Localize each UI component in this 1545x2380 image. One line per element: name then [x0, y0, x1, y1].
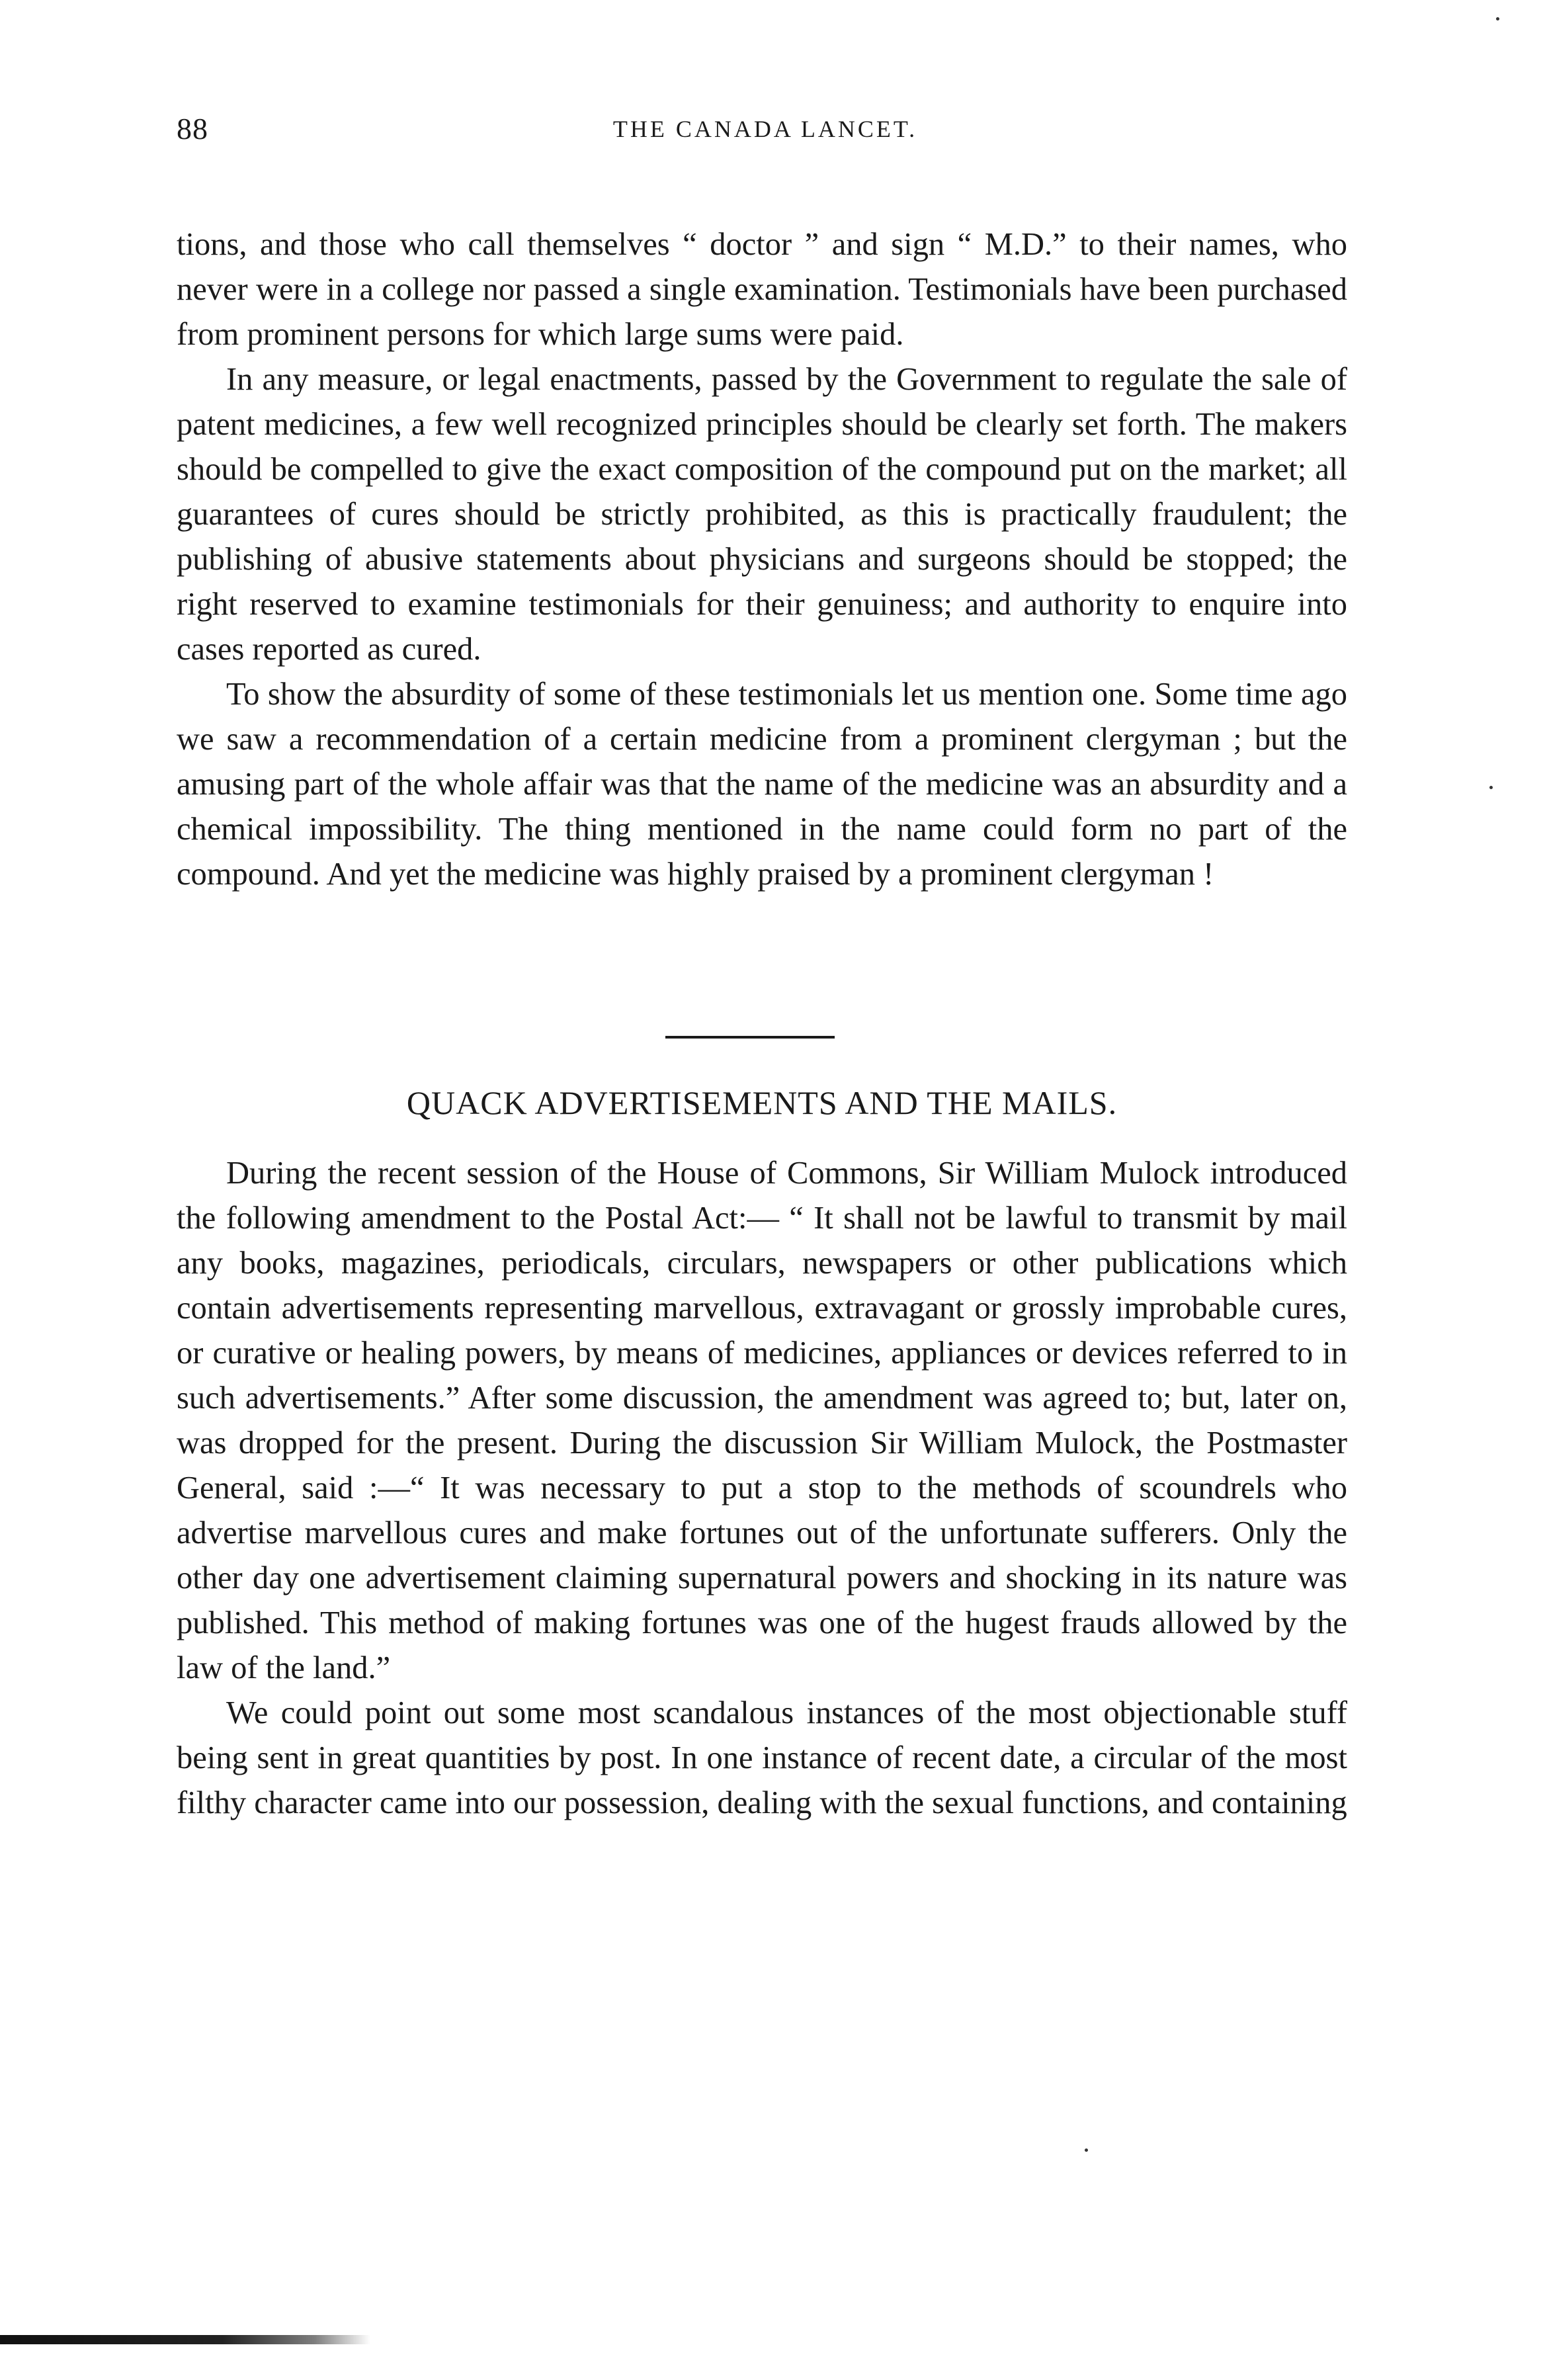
paragraph-legal-measures: In any measure, or legal enactments, passed by the Government to regulate the sale of patent medicines, a few well recognized principles should be clearly set forth. The makers should be compelled to give the exact composition of the compound put on the market; all guarantees of cures should be strictly prohibited, as this is practically fraudulent; the publishing of abusive statements about physicians and surgeons should be stopped; the right reserved to examine testimonials for their genuiness; and authority to enquire into cases reported as cured. — [177, 362, 1347, 667]
scan-edge-mark — [0, 2335, 370, 2344]
scan-speck — [1496, 17, 1499, 21]
paragraph-testimonial-absurdity: To show the absurdity of some of these testimonials let us mention one. Some time ago we saw a recommendation of a certain medicine from a prominent clergyman ; but the amusing part of the whole affair was that the name of the medicine was an absurdity and a chemical impossibility. The thing mentioned in the name could form no part of the compound. And yet the medicine was highly praised by a prominent clergyman ! — [177, 677, 1347, 892]
scan-speck — [1085, 2148, 1088, 2152]
section-divider — [665, 1036, 835, 1039]
paragraph-scandalous-instances: We could point out some most scandalous instances of the most objectionable stuff being sent in great quantities by post. In one instance of recent date, a circular of the most filthy character came into our possession, dealing with the sexual functions, and containing — [177, 1695, 1347, 1820]
article-quack-advertisements — [177, 1151, 1347, 1826]
paragraph-continued: tions, and those who call themselves “ doctor ” and sign “ M.D.” to their names, who never were in a college nor passed a single examination. Testimonials have been purchased from prominent persons for which large sums were paid. — [177, 227, 1347, 352]
section-heading: QUACK ADVERTISEMENTS AND THE MAILS. — [406, 1084, 1118, 1121]
page-number: 88 — [177, 112, 208, 146]
scan-speck — [1489, 786, 1493, 789]
article-continuation — [177, 222, 1347, 897]
journal-title: THE CANADA LANCET. — [612, 116, 918, 142]
paragraph-postal-amendment: During the recent session of the House of Commons, Sir William Mulock introduced the following amendment to the Postal Act:— “ It shall not be lawful to transmit by mail any books, magazines, periodicals, circulars, newspapers or other publications which contain advertisements representing marvellous, extravagant or grossly improbable cures, or curative or healing powers, by means of medicines, appliances or devices referred to in such advertisements.” After some discussion, the amendment was agreed to; but, later on, was dropped for the present. During the discussion Sir William Mulock, the Postmaster General, said :—“ It was necessary to put a stop to the methods of scoundrels who advertise marvellous cures and make fortunes out of the unfortunate sufferers. Only the other day one advertisement claiming supernatural powers and shocking in its nature was published. This method of making fortunes was one of the hugest frauds allowed by the law of the land.” — [177, 1156, 1347, 1685]
running-head — [177, 111, 1354, 157]
